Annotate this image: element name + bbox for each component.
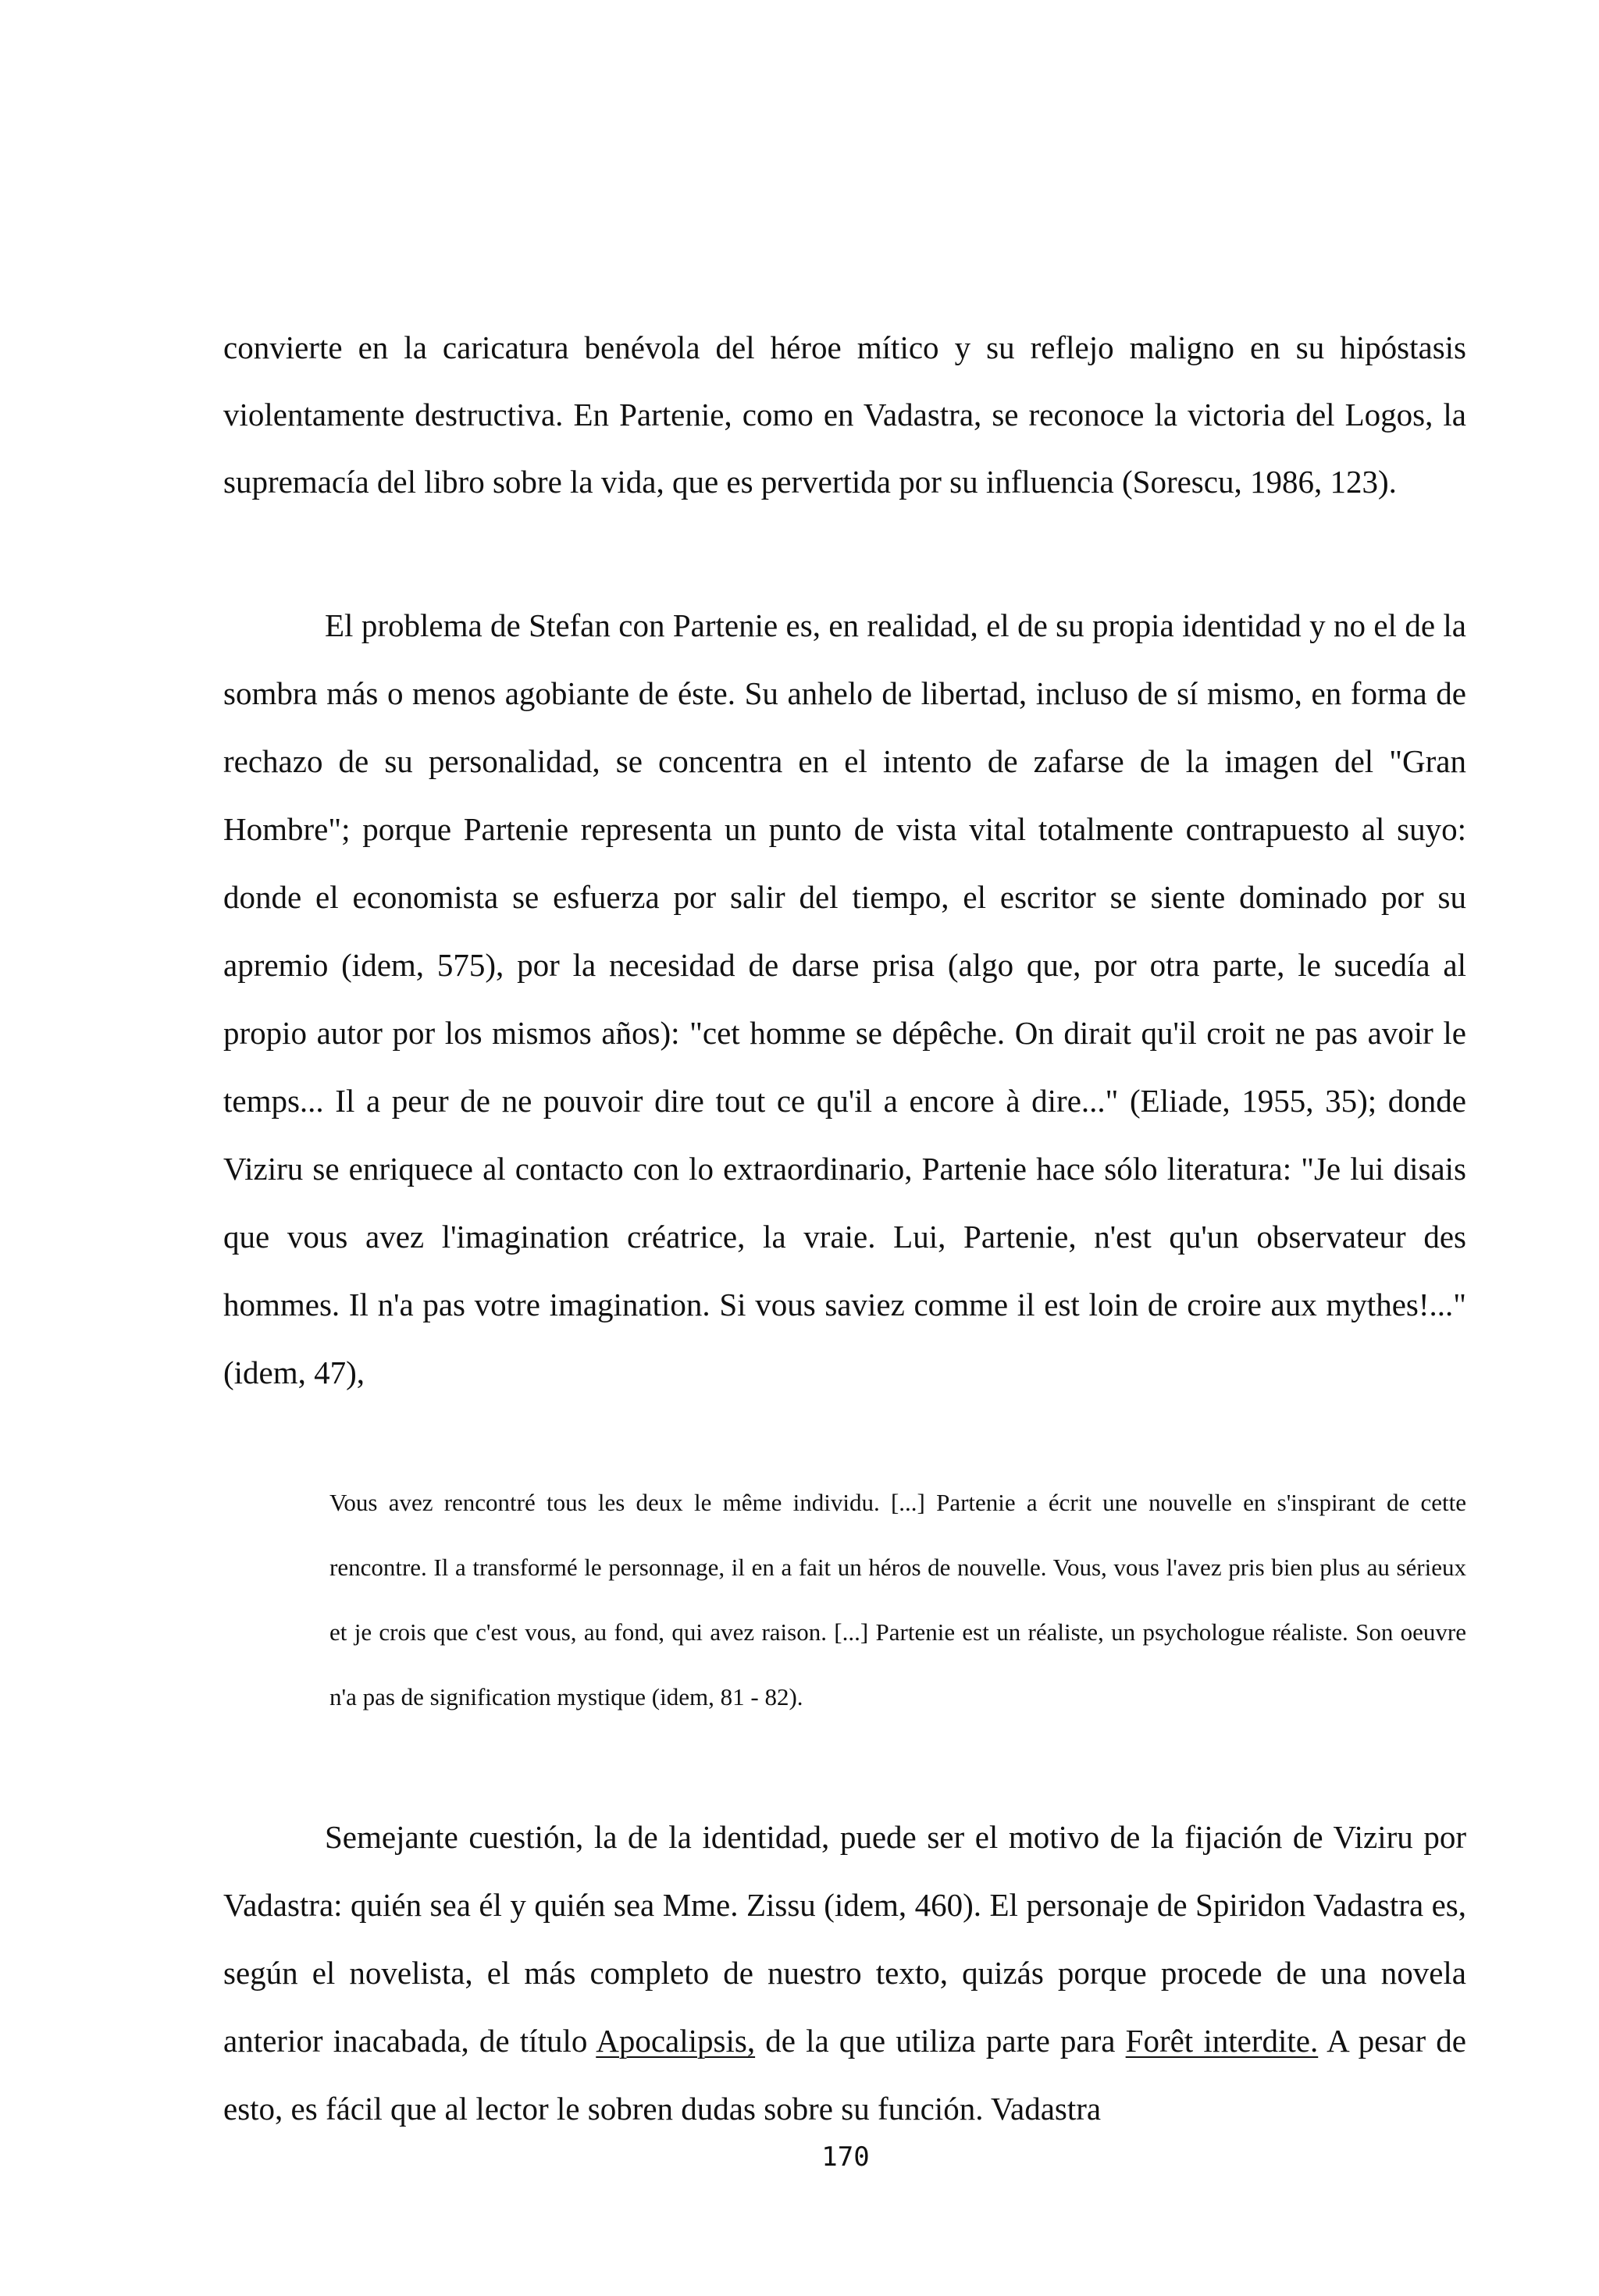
paragraph-identity-text-1: Semejante cuestión, la de la identidad, puede ser el motivo de la fijación de Viziru por Vadastra: quién sea él y quién sea Mme. Zissu (idem, 460). El personaje de Spiridon Vadastra es, según el novelista, el más completo de nuestro texto, quizás porque procede de una novela anterior inacabada, de título bbox=[223, 1819, 1466, 2059]
block-quote: Vous avez rencontré tous les deux le même individu. [...] Partenie a écrit une nouvelle en s'inspirant de cette rencontre. Il a transformé le personnage, il en a fait un héros de nouvelle. Vous, vous l'avez pris bien plus au sérieux et je crois que c'est vous, au fond, qui avez raison. [...] Partenie est un réaliste, un psychologue réaliste. Son oeuvre n'a pas de signification mystique (idem, 81 - 82). bbox=[329, 1489, 1466, 1710]
book-title-apocalipsis: Apocalipsis, bbox=[596, 2023, 756, 2059]
page-number: 170 bbox=[821, 2141, 870, 2173]
paragraph-identity bbox=[223, 1803, 1466, 2143]
paragraph-identity-text-2: de la que utiliza parte para bbox=[755, 2023, 1126, 2059]
paragraph-identity-text-3: A pesar de esto, es fácil que al lector le sobren dudas sobre su función. Vadastra bbox=[223, 2023, 1466, 2127]
paragraph-stefan-partenie: El problema de Stefan con Partenie es, en realidad, el de su propia identidad y no el de la sombra más o menos agobiante de éste. Su anhelo de libertad, incluso de sí mismo, en forma de rechazo de su personalidad, se concentra en el intento de zafarse de la imagen del "Gran Hombre"; porque Partenie representa un punto de vista vital totalmente contrapuesto al suyo: donde el economista se esfuerza por salir del tiempo, el escritor se siente dominado por su apremio (idem, 575), por la necesidad de darse prisa (algo que, por otra parte, le sucedía al propio autor por los mismos años): "cet homme se dépêche. On dirait qu'il croit ne pas avoir le temps... Il a peur de ne pouvoir dire tout ce qu'il a encore à dire..." (Eliade, 1955, 35); donde Viziru se enriquece al contacto con lo extraordinario, Partenie hace sólo literatura: "Je lui disais que vous avez l'imagination créatrice, la vraie. Lui, Partenie, n'est qu'un observateur des hommes. Il n'a pas votre imagination. Si vous saviez comme il est loin de croire aux mythes!..." (idem, 47), bbox=[223, 607, 1466, 1390]
paragraph-continuation: convierte en la caricatura benévola del héroe mítico y su reflejo maligno en su hipóstasis violentamente destructiva. En Partenie, como en Vadastra, se reconoce la victoria del Logos, la supremacía del libro sobre la vida, que es pervertida por su influencia (Sorescu, 1986, 123). bbox=[223, 329, 1466, 500]
book-title-foret-interdite: Forêt interdite. bbox=[1125, 2023, 1319, 2059]
